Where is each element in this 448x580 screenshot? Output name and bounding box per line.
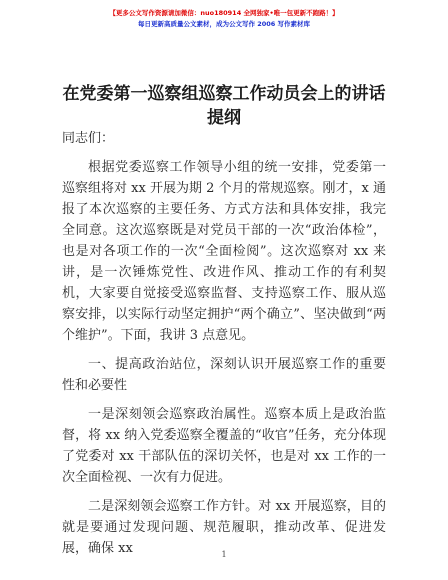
- document-body: [62, 128, 386, 567]
- promo-line-wechat: 【更多公文写作资源请加微信：nuo180914 全网独家•唯一包更新不跑路！】: [109, 9, 339, 17]
- document-title: 在党委第一巡察组巡察工作动员会上的讲话提纲: [62, 84, 386, 128]
- paragraph-intro: 根据党委巡察工作领导小组的统一安排，党委第一巡察组将对 xx 开展为期 2 个月的常规巡察。刚才，x 通报了本次巡察的主要任务、方式方法和具体安排，我完全同意。这次巡察既是对党员干部的一次“政治体检”，也是对各项工作的一次“全面检阅”。这次巡察对 xx 来讲，是一次锤炼党性、改进作风、推动工作的有利契机，大家要自觉接受巡察监督、支持巡察工作、服从巡察安排，以实际行动坚定拥护“两个确立”、坚决做到“两个维护”。下面，我讲 3 点意见。: [62, 160, 386, 343]
- section-heading-1: 一、提高政治站位，深刻认识开展巡察工作的重要性和必要性: [62, 357, 386, 393]
- paragraph-point-1: 一是深刻领会巡察政治属性。巡察本质上是政治监督，将 xx 纳入党委巡察全覆盖的“收官”任务，充分体现了党委对 xx 干部队伍的深切关怀，也是对 xx 工作的一次全面检视、一次有力促进。: [62, 407, 386, 485]
- promo-banner: [0, 8, 448, 30]
- page-number: 1: [221, 550, 227, 559]
- paragraph-point-2: 二是深刻领会巡察工作方针。对 xx 开展巡察，目的就是要通过发现问题、规范履职，推动改革、促进发展，确保 xx: [62, 499, 386, 556]
- salutation: 同志们：: [62, 131, 115, 146]
- promo-line-daily-update: 每日更新高质量公文素材，成为公文写作 2006 写作素材库: [137, 20, 311, 28]
